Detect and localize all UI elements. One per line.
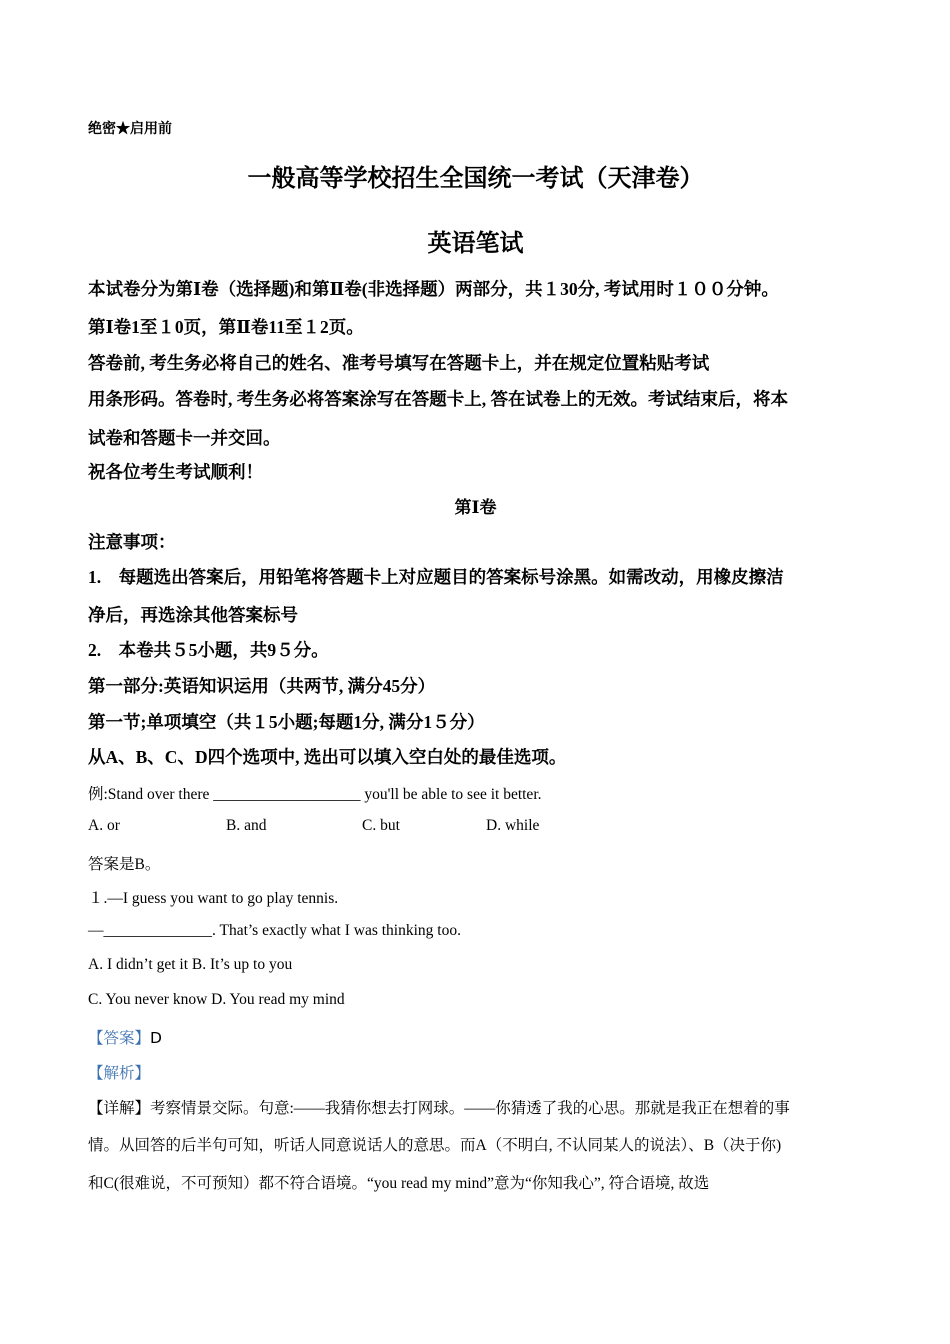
intro-line-1: 本试卷分为第Ⅰ卷（选择题)和第Ⅱ卷(非选择题）两部分，共１30分, 考试用时１００分钟。: [88, 279, 779, 299]
detail-line-1: 【详解】考察情景交际。句意:——我猜你想去打网球。——你猜透了我的心思。那就是我正在想着的事: [88, 1100, 790, 1117]
example-option-d: D. while: [486, 817, 540, 834]
intro-line-2: 第Ⅰ卷1至１0页，第Ⅱ卷11至１2页。: [88, 317, 364, 337]
intro-line-5: 试卷和答题卡一并交回。: [88, 428, 281, 448]
notice-item-2: 2. 本卷共５5小题，共9５分。: [88, 640, 329, 660]
example-option-a: A. or: [88, 817, 120, 834]
secret-label: 绝密★启用前: [88, 122, 172, 137]
question-1-stem: １.—I guess you want to go play tennis.: [88, 890, 339, 907]
example-answer: 答案是B。: [88, 856, 161, 873]
part-1-heading: 第一部分:英语知识运用（共两节, 满分45分）: [88, 676, 436, 696]
answer-tag: 【答案】: [88, 1030, 151, 1047]
intro-line-4: 用条形码。答卷时, 考生务必将答案涂写在答题卡上, 答在试卷上的无效。考试结束后，将本: [88, 389, 788, 409]
section-title: 第Ⅰ卷: [454, 498, 497, 517]
exam-title: 一般高等学校招生全国统一考试（天津卷）: [247, 166, 704, 192]
instruction: 从A、B、C、D四个选项中, 选出可以填入空白处的最佳选项。: [88, 747, 567, 767]
notice-item-1b: 净后，再选涂其他答案标号: [88, 605, 298, 625]
detail-line-3: 和C(很难说，不可预知）都不符合语境。“you read my mind”意为“你知我心”, 符合语境, 故选: [88, 1175, 710, 1192]
example-option-c: C. but: [362, 817, 400, 834]
detail-line-2: 情。从回答的后半句可知，听话人同意说话人的意思。而A（不明白, 不认同某人的说法）、B（决于你): [88, 1137, 782, 1154]
question-1-options-cd: C. You never know D. You read my mind: [88, 991, 345, 1008]
intro-line-6: 祝各位考生考试顺利！: [88, 462, 263, 482]
notice-heading: 注意事项：: [88, 532, 176, 552]
subject-title: 英语笔试: [427, 231, 524, 257]
question-1-reply: —______________. That’s exactly what I was thinking too.: [88, 922, 461, 939]
part-1-section-1-heading: 第一节;单项填空（共１5小题;每题1分, 满分1５分）: [88, 712, 485, 732]
answer-value: D: [150, 1029, 162, 1047]
answer-line: [88, 1026, 162, 1048]
notice-item-1a: 1. 每题选出答案后，用铅笔将答题卡上对应题目的答案标号涂黑。如需改动，用橡皮擦洁: [88, 567, 784, 587]
intro-line-3: 答卷前, 考生务必将自己的姓名、准考号填写在答题卡上，并在规定位置粘贴考试: [88, 353, 710, 373]
question-1-options-ab: A. I didn’t get it B. It’s up to you: [88, 956, 293, 973]
example-stem: 例:Stand over there ___________________ you'll be able to see it better.: [88, 786, 542, 803]
example-option-b: B. and: [226, 817, 267, 834]
analysis-tag: 【解析】: [88, 1065, 151, 1082]
